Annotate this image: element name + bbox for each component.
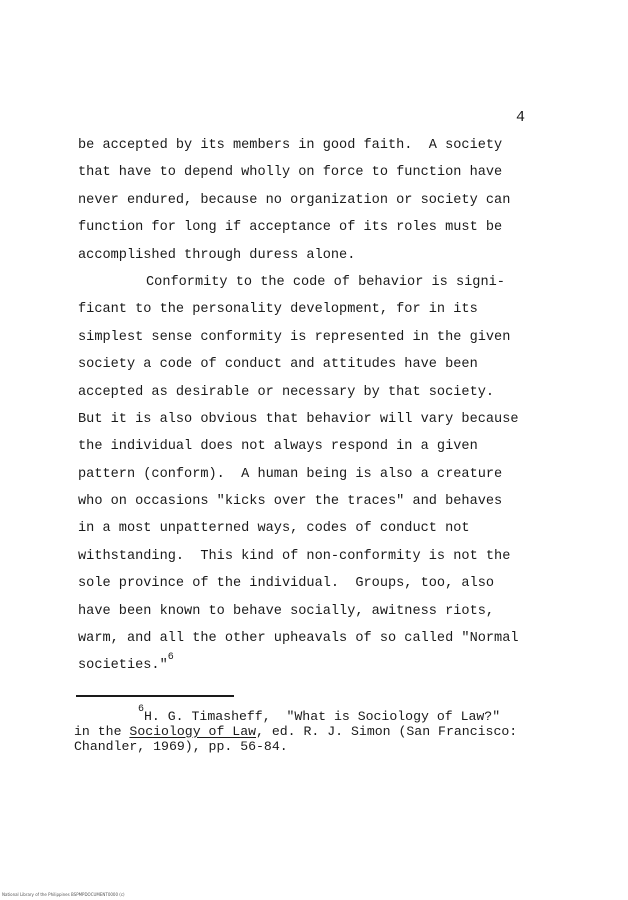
body-line: society a code of conduct and attitudes have been bbox=[78, 357, 478, 373]
body-line: never endured, because no organization or society can bbox=[78, 192, 511, 208]
body-line: accepted as desirable or necessary by that society. bbox=[78, 384, 495, 400]
body-line: that have to depend wholly on force to function have bbox=[78, 165, 503, 181]
footnote-divider bbox=[76, 695, 234, 697]
body-line: accomplished through duress alone. bbox=[78, 247, 356, 263]
body-line: withstanding. This kind of non-conformity is not the bbox=[78, 548, 511, 564]
body-line: ficant to the personality development, for in its bbox=[78, 302, 478, 318]
footnote-marker: 6 bbox=[138, 704, 145, 715]
body-line: But it is also obvious that behavior will vary because bbox=[78, 411, 519, 427]
body-line: Conformity to the code of behavior is signi- bbox=[146, 274, 505, 290]
footnote-reference[interactable]: 6 bbox=[167, 652, 174, 664]
body-line: sole province of the individual. Groups, too, also bbox=[78, 576, 495, 592]
body-line-text: societies." bbox=[78, 658, 168, 674]
footnote-citation: H. G. Timasheff, "What is Sociology of Law?" bbox=[144, 709, 501, 724]
footnote-book-title: Sociology of Law bbox=[129, 723, 257, 739]
body-text bbox=[78, 132, 558, 680]
body-line: have been known to behave socially, awitness riots, bbox=[78, 603, 495, 619]
body-line: warm, and all the other upheavals of so called "Normal bbox=[78, 631, 519, 647]
footnote-line-2 bbox=[74, 725, 574, 740]
body-line: function for long if acceptance of its roles must be bbox=[78, 220, 503, 236]
body-line-last bbox=[78, 652, 558, 679]
body-line: be accepted by its members in good faith. A society bbox=[78, 138, 503, 153]
footnote-prefix: in the bbox=[74, 723, 130, 739]
body-line: in a most unpatterned ways, codes of conduct not bbox=[78, 521, 470, 537]
footnote bbox=[74, 704, 574, 754]
footnote-line-3: Chandler, 1969), pp. 56-84. bbox=[74, 738, 288, 754]
body-line: pattern (conform). A human being is also a creature bbox=[78, 466, 503, 482]
scanner-credit: National Library of the Philippines BSPMPDOCUMENT0000 (c) bbox=[2, 892, 125, 897]
body-line: who on occasions "kicks over the traces" and behaves bbox=[78, 494, 503, 510]
footnote-line-1 bbox=[74, 704, 574, 725]
body-line: the individual does not always respond in a given bbox=[78, 439, 478, 455]
footnote-publisher: , ed. R. J. Simon (San Francisco: bbox=[256, 723, 518, 739]
page-number: 4 bbox=[516, 109, 526, 126]
body-line: simplest sense conformity is represented in the given bbox=[78, 329, 511, 345]
